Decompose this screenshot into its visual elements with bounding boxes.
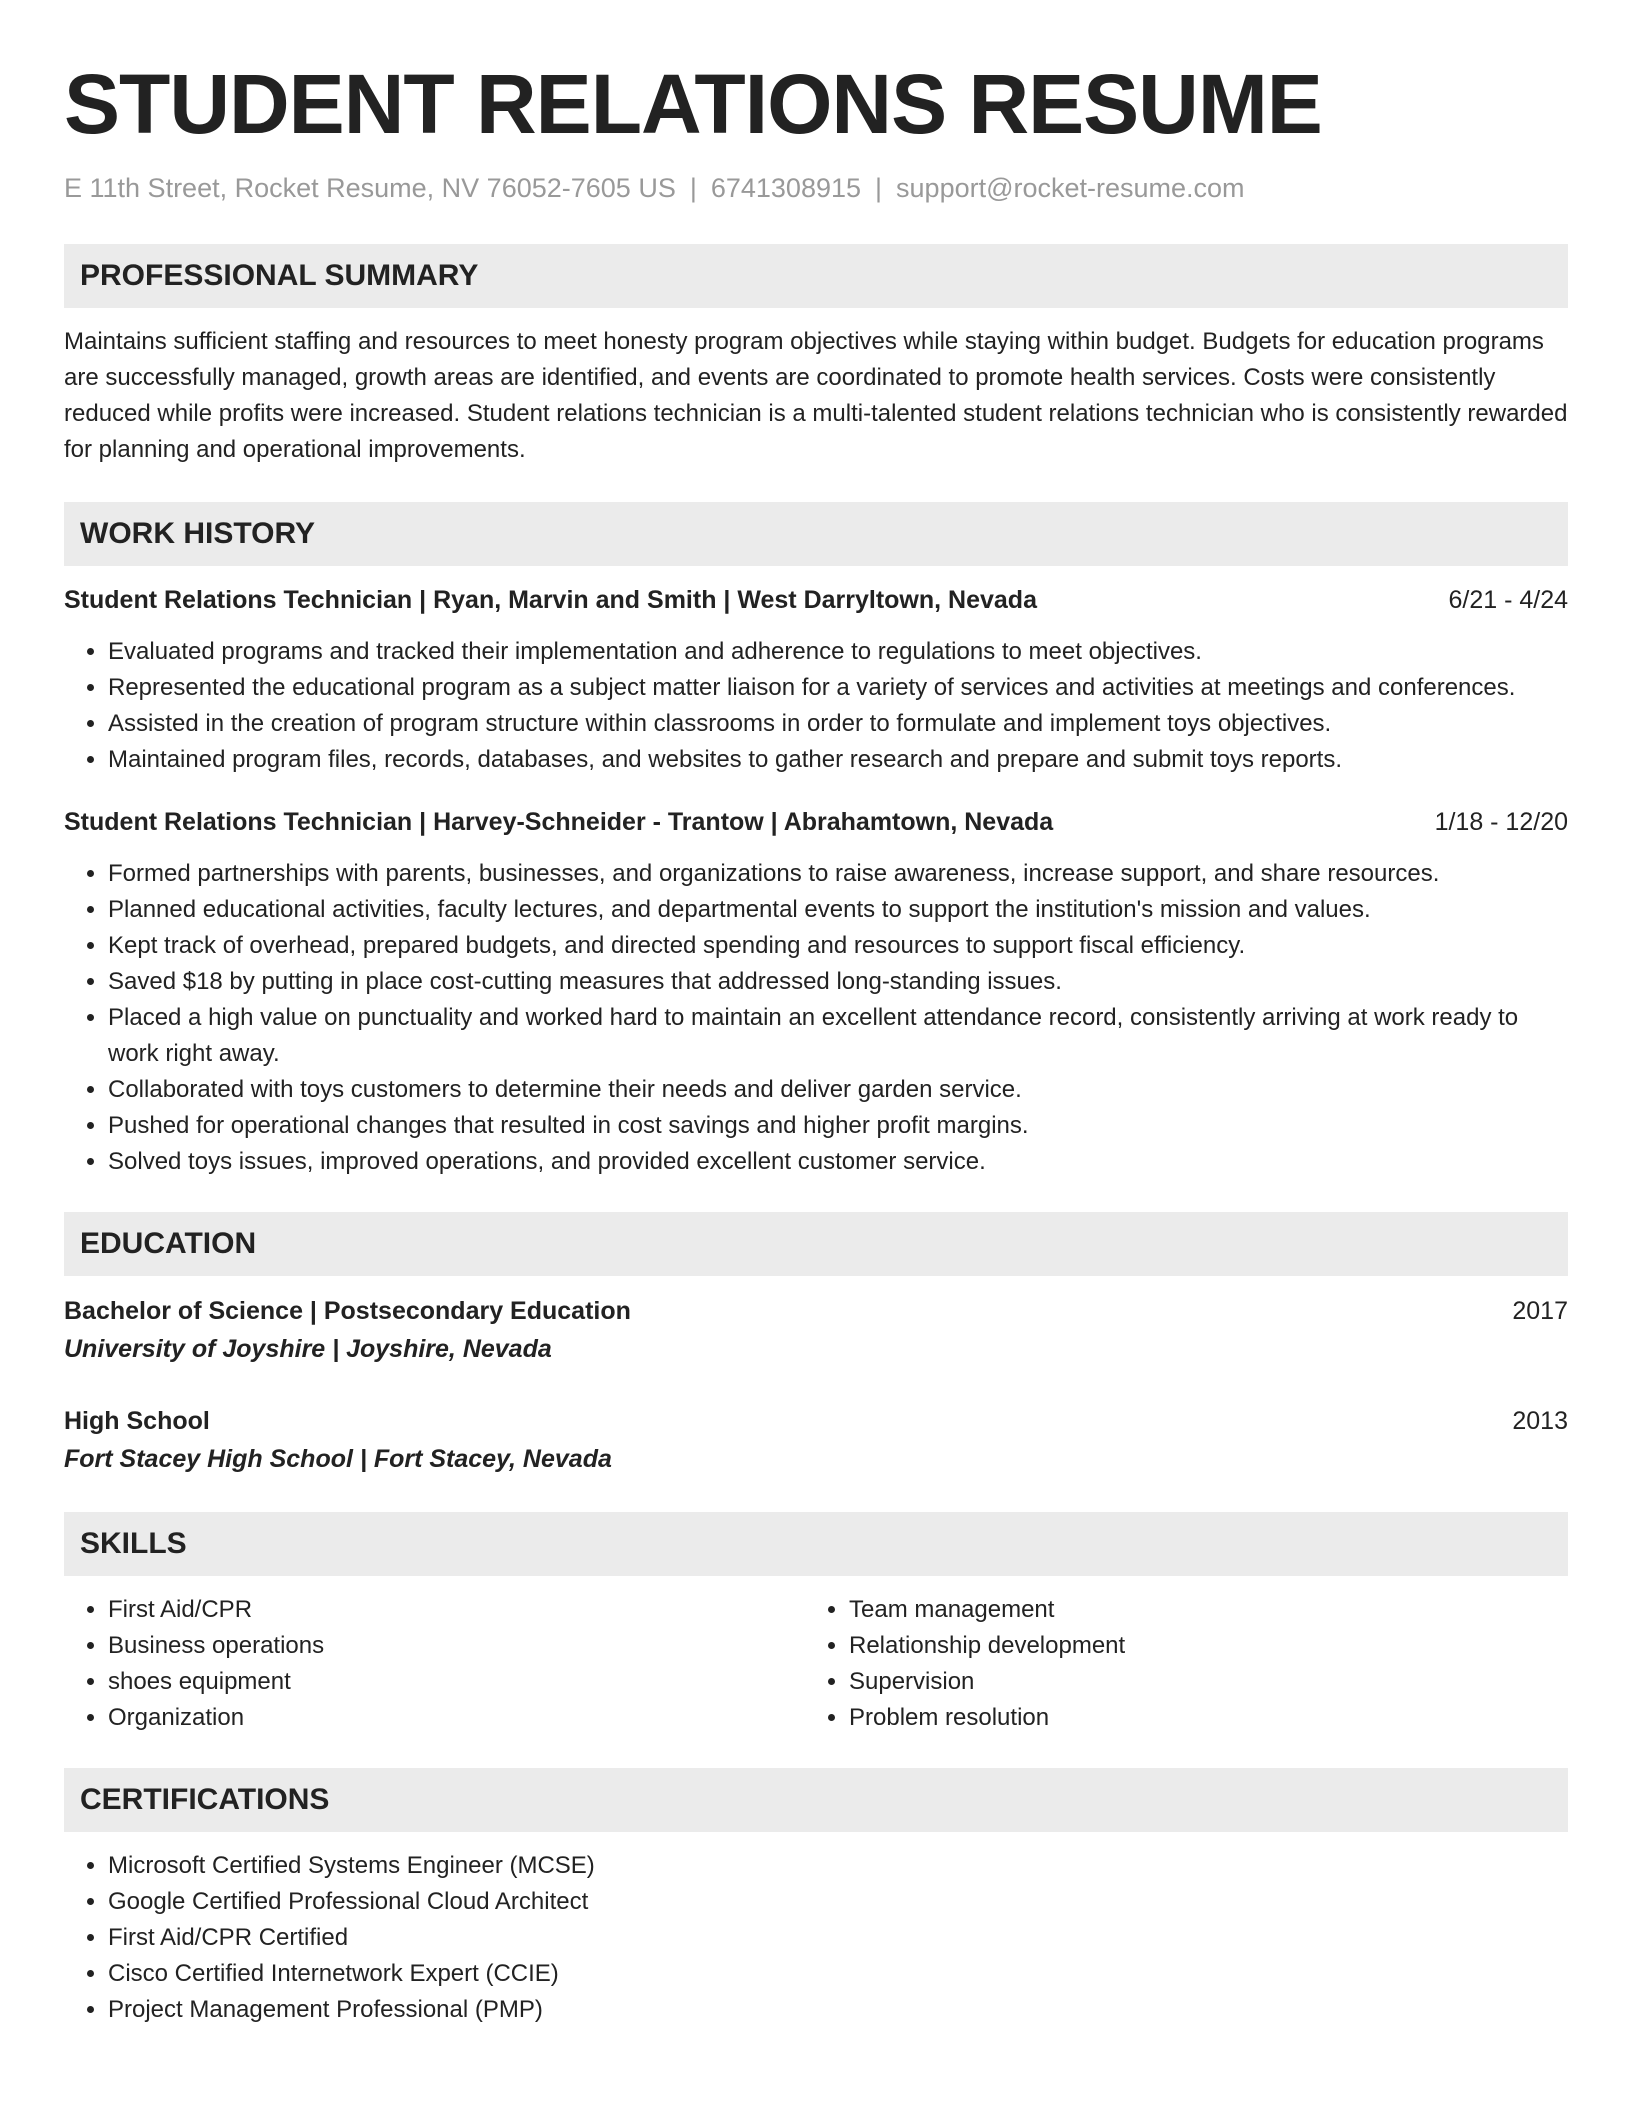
education-degree: Bachelor of Science | Postsecondary Education <box>64 1297 631 1325</box>
skill-item: • Organization <box>108 1700 805 1736</box>
skill-item: • Relationship development <box>849 1628 1546 1664</box>
contact-line <box>64 170 1568 206</box>
education-header <box>64 1402 1568 1440</box>
contact-separator: | <box>689 173 697 203</box>
education-entry <box>64 1292 1568 1368</box>
certification-item: • Microsoft Certified Systems Engineer (MCSE) <box>108 1848 1568 1884</box>
job-bullet: • Saved $18 by putting in place cost-cutting measures that addressed long-standing issues. <box>108 964 1568 1000</box>
job-bullet: • Placed a high value on punctuality and worked hard to maintain an excellent attendance record, consistently arriving at work ready to work right away. <box>108 1000 1568 1072</box>
section-heading-summary: PROFESSIONAL SUMMARY <box>64 244 1568 308</box>
education-school: Fort Stacey High School | Fort Stacey, Nevada <box>64 1445 612 1473</box>
job-title: Student Relations Technician | Harvey-Schneider - Trantow | Abrahamtown, Nevada <box>64 808 1054 836</box>
certification-item: • Cisco Certified Internetwork Expert (CCIE) <box>108 1956 1568 1992</box>
education-entry <box>64 1402 1568 1478</box>
job-bullet: • Planned educational activities, faculty lectures, and departmental events to support the institution's mission and values. <box>108 892 1568 928</box>
job-bullet: • Maintained program files, records, databases, and websites to gather research and prepare and submit toys reports. <box>108 742 1568 778</box>
certification-item: • First Aid/CPR Certified <box>108 1920 1568 1956</box>
skill-item: • First Aid/CPR <box>108 1592 805 1628</box>
section-heading-work: WORK HISTORY <box>64 502 1568 566</box>
certification-item: • Project Management Professional (PMP) <box>108 1992 1568 2028</box>
job-bullet: • Kept track of overhead, prepared budgets, and directed spending and resources to support fiscal efficiency. <box>108 928 1568 964</box>
job-entry <box>64 582 1568 778</box>
skills-list-right <box>805 1592 1546 1736</box>
job-bullets <box>64 634 1568 778</box>
job-dates: 1/18 - 12/20 <box>1434 808 1568 836</box>
job-title: Student Relations Technician | Ryan, Marvin and Smith | West Darryltown, Nevada <box>64 586 1037 614</box>
job-entry <box>64 804 1568 1180</box>
contact-phone: 6741308915 <box>710 173 862 203</box>
education-degree: High School <box>64 1407 210 1435</box>
education-header <box>64 1292 1568 1330</box>
skill-item: • Problem resolution <box>849 1700 1546 1736</box>
job-header <box>64 804 1568 840</box>
education-school: University of Joyshire | Joyshire, Nevada <box>64 1335 552 1363</box>
job-bullet: • Represented the educational program as a subject matter liaison for a variety of services and activities at meetings and conferences. <box>108 670 1568 706</box>
job-header <box>64 582 1568 618</box>
resume-page <box>64 54 1568 2028</box>
skills-columns <box>64 1592 1568 1736</box>
job-bullet: • Collaborated with toys customers to determine their needs and deliver garden service. <box>108 1072 1568 1108</box>
skill-item: • Team management <box>849 1592 1546 1628</box>
education-year: 2017 <box>1512 1297 1568 1325</box>
job-bullets <box>64 856 1568 1180</box>
job-dates: 6/21 - 4/24 <box>1448 586 1568 614</box>
job-bullet: • Solved toys issues, improved operations, and provided excellent customer service. <box>108 1144 1568 1180</box>
summary-text: Maintains sufficient staffing and resources to meet honesty program objectives while staying within budget. Budgets for education programs are successfully managed, growth areas are identified, and events are coordinated to promote health services. Costs were consistently reduced while profits were increased. Student relations technician is a multi-talented student relations technician who is consistently rewarded for planning and operational improvements. <box>64 328 1568 463</box>
certification-item: • Google Certified Professional Cloud Architect <box>108 1884 1568 1920</box>
contact-address: E 11th Street, Rocket Resume, NV 76052-7605 US <box>64 173 676 203</box>
section-heading-education: EDUCATION <box>64 1212 1568 1276</box>
contact-email: support@rocket-resume.com <box>896 173 1245 203</box>
resume-title: STUDENT RELATIONS RESUME <box>64 57 1322 151</box>
job-bullet: • Formed partnerships with parents, businesses, and organizations to raise awareness, increase support, and share resources. <box>108 856 1568 892</box>
job-bullet: • Pushed for operational changes that resulted in cost savings and higher profit margins. <box>108 1108 1568 1144</box>
section-heading-certifications: CERTIFICATIONS <box>64 1768 1568 1832</box>
education-year: 2013 <box>1512 1407 1568 1435</box>
skill-item: • shoes equipment <box>108 1664 805 1700</box>
contact-separator: | <box>875 173 883 203</box>
skills-list-left <box>64 1592 805 1736</box>
skill-item: • Supervision <box>849 1664 1546 1700</box>
certifications-list <box>64 1848 1568 2028</box>
job-bullet: • Assisted in the creation of program structure within classrooms in order to formulate and implement toys objectives. <box>108 706 1568 742</box>
job-bullet: • Evaluated programs and tracked their implementation and adherence to regulations to meet objectives. <box>108 634 1568 670</box>
skill-item: • Business operations <box>108 1628 805 1664</box>
section-heading-skills: SKILLS <box>64 1512 1568 1576</box>
